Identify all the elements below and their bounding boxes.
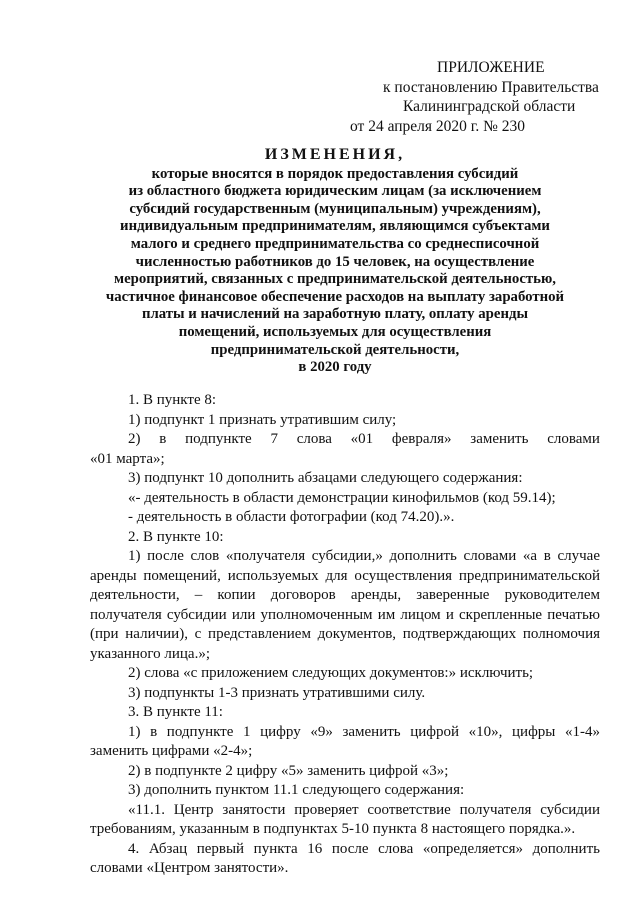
title-line: малого и среднего предпринимательства со среднесписочной xyxy=(130,235,540,252)
title-line: мероприятий, связанных с предпринимательской деятельностью, xyxy=(114,271,556,288)
title-line: которые вносятся в порядок предоставления субсидий xyxy=(151,165,519,182)
section-1-item-2-continuation: «01 марта»; xyxy=(90,450,165,467)
word: в xyxy=(159,431,167,447)
document-body xyxy=(90,391,600,879)
section-1-quote-1: «- деятельность в области демонстрации кинофильмов (код 59.14); xyxy=(128,489,556,506)
title-line: из областного бюджета юридическим лицам (за исключением xyxy=(128,183,542,200)
word: 2) xyxy=(128,431,141,447)
appendix-line-resolution: к постановлению Правительства xyxy=(383,78,599,96)
word: подпункте xyxy=(185,431,252,447)
section-1-item-1: 1) подпункт 1 признать утратившим силу; xyxy=(128,411,397,428)
title-line: индивидуальным предпринимателям, являющимся субъектами xyxy=(120,218,550,235)
title-line: субсидий государственным (муниципальным) учреждениям), xyxy=(129,200,541,217)
section-2-item-3: 3) подпункты 1-3 признать утратившими силу. xyxy=(128,684,426,701)
appendix-date-line: от 24 апреля 2020 г. № 230 xyxy=(350,117,526,135)
appendix-header xyxy=(350,58,610,136)
section-2-item-2: 2) слова «с приложением следующих документов:» исключить; xyxy=(128,665,534,681)
section-1-item-2 xyxy=(90,430,600,450)
title-line: помещений, используемых для осуществления xyxy=(178,323,492,340)
word: слова xyxy=(296,431,332,447)
section-2-item-1: 1) после слов «получателя субсидии,» дополнить словами «а в случае аренды помещений, используемых для осуществления предпринимательской деятельности, – копии договоров аренды, заверенные руководителем получателя субсидии или уполномоченным им лицом и скрепленные печатью (при наличии), с представлением документов, подтверждающих полномочия указанного лица.»; xyxy=(90,548,600,662)
appendix-heading: ПРИЛОЖЕНИЕ xyxy=(437,59,545,76)
title-line: частичное финансовое обеспечение расходов на выплату заработной xyxy=(105,288,565,305)
word: февраля» xyxy=(391,431,452,447)
section-1-item-2-line xyxy=(128,430,600,450)
section-3-heading: 3. В пункте 11: xyxy=(128,704,223,720)
title-main: ИЗМЕНЕНИЯ, xyxy=(264,146,406,163)
word: «01 xyxy=(350,431,374,447)
title-line: платы и начислений на заработную плату, оплату аренды xyxy=(141,306,529,323)
section-3-item-3: 3) дополнить пунктом 11.1 следующего содержания: xyxy=(128,782,465,798)
title-line: предпринимательской деятельности, xyxy=(210,341,460,358)
title-line: численностью работников до 15 человек, на осуществление xyxy=(135,253,535,270)
word: словами xyxy=(547,431,600,447)
section-3-item-1: 1) в подпункте 1 цифру «9» заменить цифрой «10», цифры «1-4» заменить цифрами «2-4»; xyxy=(90,723,600,759)
title-line: в 2020 году xyxy=(298,359,372,376)
document-title xyxy=(70,146,600,377)
appendix-line-region: Калининградской области xyxy=(403,98,576,115)
word: заменить xyxy=(470,431,529,447)
section-2-heading: 2. В пункте 10: xyxy=(128,528,224,545)
section-3-quote: «11.1. Центр занятости проверяет соответствие получателя субсидии требованиям, указанным в подпунктах 5-10 пункта 8 настоящего порядка.». xyxy=(90,801,600,837)
section-1-item-3: 3) подпункт 10 дополнить абзацами следующего содержания: xyxy=(128,470,523,486)
word: 7 xyxy=(270,431,278,447)
section-3-item-2: 2) в подпункте 2 цифру «5» заменить цифрой «3»; xyxy=(128,762,449,779)
section-1-heading: 1. В пункте 8: xyxy=(128,392,217,408)
section-4: 4. Абзац первый пункта 16 после слова «определяется» дополнить словами «Центром занятости». xyxy=(90,840,600,876)
section-1-quote-2: - деятельность в области фотографии (код 74.20).». xyxy=(128,509,455,525)
